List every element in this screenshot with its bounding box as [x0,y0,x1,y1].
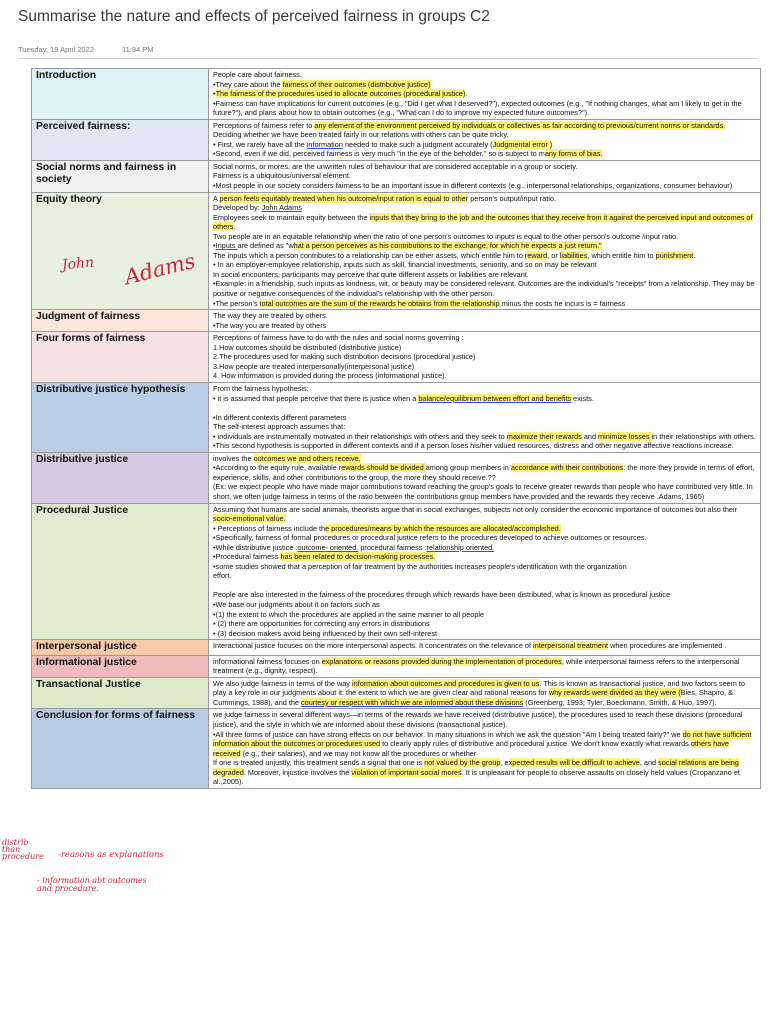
text-run: Bies, Shapiro, & Cummings, 1988), and the [213,688,733,707]
body-line [213,352,756,362]
table-row [32,382,761,452]
body-line [213,413,756,423]
table-row [32,332,761,383]
row-body [209,310,761,332]
body-line [213,403,756,413]
highlighted-text: explanations or reasons provided during the implementation of procedures [321,656,562,666]
body-line [213,610,756,620]
text-run: • individuals are instrumentally motivated in their relationships with others and they seek to [213,431,507,441]
text-run: exists. [571,393,594,403]
text-run: (Greenberg, 1993; Tyler, Boeckmann, Smith, & Huo, 1997). [523,697,717,707]
text-run: From the fairness hypothesis: [213,383,309,393]
body-line [213,552,756,562]
page-date: Tuesday, 19 April 2022 [18,45,94,54]
body-line [213,505,756,524]
text-run: If one is treated unjustly, this treatment sends a signal that one is [213,758,425,768]
text-run: •All three forms of justice can have strong effects on our behavior. In many situations in which we ask the question "Am I being treated fairly?" we [213,729,683,739]
row-heading: Four forms of fairness [32,332,209,383]
body-line [213,384,756,394]
body-line [213,394,756,404]
highlighted-text: ewards should be divided [341,463,426,473]
table-row [32,640,761,656]
highlighted-text: has been related to decision-making processes. [280,552,435,562]
text-run: •Fairness can have implications for current outcomes (e.g., "Did I get what I deserved?"), expected outcomes (e.g., "If nothing changes, what am I likely to get in the future?"), and plans about how to obtain outcomes (e.g., "What can I do to improve my expected future outcomes?"). [213,98,742,118]
text-run: , while interpersonal fairness refers to the interpersonal treatment (e.g., dignity, respect). [213,656,740,676]
highlighted-text: maximize their rewards [506,431,582,441]
text-run: Perceptions of fairness refer to [213,120,315,130]
highlighted-text: John Adams [261,203,302,213]
table-row [32,709,761,788]
highlighted-text: violation of important social mores [351,767,462,777]
row-body [209,382,761,452]
body-line [213,524,756,534]
body-line [213,213,756,232]
text-run: to clearly apply rules of distributive and procedural justice. We don't know exactly what rewards [380,739,691,749]
body-line [213,482,756,501]
body-line [213,629,756,639]
row-heading: Introduction [32,69,209,120]
text-run: we judge fairness in several different ways—in terms of the rewards we have received (distributive justice), the procedures used to reach these divisions (procedural justice), and the style in which we are informed about these divisions (transactional justice). [213,710,743,729]
text-run: in their relationships with others. [651,431,756,441]
text-run: • First, we rarely have all the [213,139,307,149]
body-line [213,299,756,309]
text-run: 2.The procedures used for making such distribution decisions (procedural justice) [213,352,476,362]
text-run: : the more they provide in terms of effort, experience, skills, and other contributions to the group, the more they should receive.?? [213,463,755,482]
row-heading: Conclusion for forms of fairness [32,709,209,788]
text-run: , or [547,250,560,260]
text-run: 3.How people are treated interpersonally(interpersonal justice) [213,361,415,371]
text-run: •This second hypothesis is supported in different contexts and if a person loses his/her valued resources, distress and other negative affective reactions increase. [213,441,734,451]
highlighted-text: outcome- oriented. [297,542,359,552]
row-body [209,160,761,192]
handwritten-info-note: - information abt outcomes and procedure. [37,876,147,893]
table-row [32,69,761,120]
highlighted-text: others have received [213,739,729,758]
row-body [209,119,761,160]
text-run: •Specifically, fairness of formal procedures or procedural justice refers to the procedures developed to achieve outcomes or resources. [213,533,647,543]
table-row [32,452,761,503]
text-run: needed to make such a judgment accurately ( [342,139,493,149]
body-line [213,657,756,676]
body-line [213,279,756,298]
text-run: •In different contexts different parameters [213,412,347,422]
highlighted-text: any element of the environment perceived by individuals or collectives as fair according to previous/current norms or standards. [314,120,726,130]
highlighted-text: relationship oriented. [426,542,495,552]
text-run: •The way you are treated by others [213,320,327,330]
text-run: • [213,241,216,251]
highlighted-text: interpersonal treatment [533,641,609,651]
text-run: •We base our judgments about it on factors such as [213,599,380,609]
text-run: Interactional justice focuses on the more interpersonal aspects. It concentrates on the relevance of [213,641,534,651]
row-heading: Procedural Justice [32,503,209,640]
row-body [209,709,761,788]
highlighted-text: information [306,139,343,149]
highlighted-text: xpected results will be difficult to achieve [508,758,640,768]
body-line [213,454,756,464]
text-run: involves the [213,453,254,463]
page-title: Summarise the nature and effects of perceived fairness in groups C2 [18,8,490,25]
body-line [213,543,756,553]
row-body [209,332,761,383]
text-run: and [581,431,599,441]
row-heading: Judgment of fairness [32,310,209,332]
text-run: Two people are in an equitable relationship when the ratio of one person's outcomes to inputs is equal to the other person's outcome /input ratio. [213,231,679,241]
text-run: . This is known as transactional justice, and two factors seem to play a key role in our judgments about it: the extent to which we are given clear and rational reasons for [213,678,745,698]
body-line [213,679,756,708]
table-row [32,160,761,192]
body-line [213,162,756,172]
title-divider [18,58,758,59]
text-run: , and [639,758,659,768]
text-run: effort. [213,571,232,581]
text-run: , which entitle him to [587,250,656,260]
row-body [209,503,761,640]
body-line [213,533,756,543]
text-run: Employees seek to maintain equity between the [213,212,370,222]
highlighted-text: The fairness of the procedures used to allocate outcomes (procedural justice) [215,89,466,99]
highlighted-text: information about outcomes and procedures is given to us [351,678,540,688]
body-line [213,463,756,482]
table-row [32,119,761,160]
text-run: Perceptions of fairness have to do with the rules and social norms governing : [213,333,464,343]
row-body [209,69,761,120]
body-line [213,311,756,321]
table-row [32,655,761,677]
highlighted-text: Judgmental error ) [492,139,553,149]
text-run: . Moreover, injustice involves the [243,767,352,777]
highlighted-text: balance/equilibrium between effort and benefits [418,393,572,403]
text-run: • [213,89,216,99]
page-meta [18,45,180,54]
text-run: . [465,89,468,99]
body-line [213,140,756,150]
body-line [213,321,756,331]
text-run: (e.g., their salaries), and we may not know all the procedures or whether [240,748,477,758]
text-run: . It is unpleasant for people to observe assaults on closely held values (Cropanzano et al.,2005). [213,767,740,787]
text-run: The way they are treated by others. [213,311,328,321]
text-run: •some studies showed that a perception of fair treatment by the authorities increases people's identification with the organization [213,561,627,571]
text-run: among group members in [425,463,511,473]
handwritten-john: John [61,254,95,274]
highlighted-text: not valued by the group [424,758,501,768]
body-line [213,422,756,432]
body-line [213,441,756,451]
body-line [213,581,756,591]
row-body [209,655,761,677]
text-run: A [213,193,220,203]
text-run: minus the costs he incurs is = fairness [499,298,626,308]
text-run: The inputs which a person contributes to a relationship can be either assets, which entitle him to [213,250,525,260]
body-line [213,241,756,251]
page-time: 11:34 PM [121,45,154,54]
highlighted-text: liabilities [559,250,588,260]
row-body [209,452,761,503]
body-line [213,270,756,280]
body-line [213,333,756,343]
text-run: 1.How outcomes should be distributed (distributive justice) [213,342,402,352]
body-line [213,194,756,204]
highlighted-text: accordance with their contributions [510,463,624,473]
body-line [213,80,756,90]
text-run: are defined as "w [237,241,294,251]
text-run: The self-interest approach assumes that: [213,422,346,432]
text-run: • (2) there are opportunities for correcting any errors in distributions [213,619,430,629]
text-run: •Most people in our society considers fairness to be an important issue in different contexts (e.g., interpersonal relationships, organizations, consumer behaviour) [213,181,733,191]
body-line [213,619,756,629]
text-run: •Procedural fairness [213,552,281,562]
text-run: •While distributive justice : [213,542,298,552]
text-run: , e [500,758,509,768]
text-run: People are also interested in the fairness of the procedures through which rewards have been distributed, what is known as procedural justice [213,590,671,600]
body-line [213,362,756,372]
text-run: when procedures are implemented . [608,641,727,651]
row-heading: Distributive justice [32,452,209,503]
row-heading: Social norms and fairness in society [32,160,209,192]
text-run: •The person's [213,298,260,308]
body-line [213,600,756,610]
row-heading: Equity theory [32,192,209,310]
text-run: Developed by: [213,203,262,213]
body-line [213,730,756,759]
table-row [32,310,761,332]
body-line [213,149,756,159]
row-heading: Informational justice [32,655,209,677]
text-run: . [693,250,696,260]
body-line [213,343,756,353]
row-heading: Perceived fairness: [32,119,209,160]
highlighted-text: outcomes we and others receive. [253,453,361,463]
text-run: person's output/input ratio. [468,193,556,203]
text-run: We also judge fairness in terms of the way [213,678,352,688]
text-run: • (3) decision makers avoid being influenced by their own self-interest [213,628,438,638]
text-run: • In an employer-employee relationship, inputs such as skill, financial investments, seniority, and so on may be relevant [213,260,597,270]
text-run: •They care about the [213,79,283,89]
row-heading: Distributive justice hypothesis [32,382,209,452]
body-line [213,758,756,787]
text-run: •Second, even if we did, perceived fairness is very much "in the eye of the beholder," so is subject to m [213,149,545,159]
text-run: •(1) the extent to which the procedures are applied in the same manner to all people [213,609,485,619]
text-run: Fairness is a ubiquitous/universal element. [213,171,351,181]
highlighted-text: Inputs [215,241,238,251]
body-line [213,70,756,80]
highlighted-text: other [451,193,469,203]
highlighted-text: why rewards were divided as they were ( [548,688,681,698]
highlighted-text: reward [524,250,548,260]
highlighted-text: fairness of their outcomes (distributive justice) [282,79,431,89]
table-row [32,192,761,310]
text-run: • Perceptions of fairness include th [213,523,326,533]
highlighted-text: person feels equitably treated when his outcome/input ration is equal to [219,193,450,203]
table-row [32,503,761,640]
body-line [213,181,756,191]
notes-table [31,68,761,789]
row-heading: Interpersonal justice [32,640,209,656]
highlighted-text: courtesy or respect with which we are informed about these divisions [301,697,524,707]
text-run: •According to the equity rule, available r [213,463,342,473]
highlighted-text: socio-emotional value. [213,514,286,524]
text-run: People care about fairness. [213,70,302,79]
row-body [209,640,761,656]
body-line [213,432,756,442]
body-line [213,251,756,261]
highlighted-text: minimize losses [598,431,652,441]
body-line [213,171,756,181]
text-run: In social encounters, participants may perceive that quite different assets or liabilities are relevant. [213,269,529,279]
handwritten-margin-note: distrib than procedure [2,838,44,861]
body-line [213,232,756,242]
text-run: informational fairness focuses on [213,656,322,666]
highlighted-text: hat a person perceives as his contributions to the exchange, for which he expects a just return." [293,241,602,251]
body-line [213,371,756,381]
handwritten-reasons-note: -reasons as explanations [58,850,164,860]
body-line [213,710,756,729]
text-run: •Example: in a friendship, such inputs as kindness, wit, or beauty may be considered relevant. Outcomes are the individual's "receipts" from a relationship. They may be positive or negative consequences of the individual's relationship with the other person. [213,279,755,299]
highlighted-text: total outcomes are the sum of the rewards he obtains from the relationship [259,298,500,308]
row-heading: Transactional Justice [32,677,209,709]
text-run: Assuming that humans are social animals, theorists argue that in social exchanges, subjects not only consider the economic importance of outcomes but also their [213,504,738,514]
highlighted-text: punishment [655,250,694,260]
highlighted-text: do not have sufficient information about the outcomes or procedures used [213,729,752,749]
body-line [213,121,756,131]
body-line [213,562,756,572]
body-line [213,260,756,270]
text-run: . [233,222,236,232]
handwritten-adams: Adams [122,248,198,290]
highlighted-text: inputs that they bring to the job and the outcomes that they receive from it against the perceived input and outcomes of others [213,212,753,232]
text-run: procedural fairness : [358,542,427,552]
body-line [213,99,756,118]
body-line [213,130,756,140]
row-body [209,192,761,310]
text-run: • it is assumed that people perceive that there is justice when a [213,393,419,403]
body-line [213,590,756,600]
text-run: Social norms, or mores, are the unwritten rules of behaviour that are considered acceptable in a group or society. [213,161,578,171]
text-run: (Ex: we expect people who have made major contributions toward reaching the group's goals to receive greater rewards than people who have contributed very little. In short, we often judge fairness in terms of the ratio between the contributions group members have provided and the rewards they receive .Adams, 1965) [213,482,753,501]
highlighted-text: social relations are being degraded [213,758,739,777]
row-body [209,677,761,709]
body-line [213,571,756,581]
table-row [32,677,761,709]
text-run: Deciding whether we have been treated fairly in our relations with others can be quite tricky. [213,130,509,140]
highlighted-text: any forms of bias. [544,149,603,159]
highlighted-text: e procedures/means by which the resources are allocated/accomplished. [325,523,561,533]
body-line [213,89,756,99]
body-line [213,641,756,651]
body-line [213,203,756,213]
text-run: 4. How information is provided during the process (informational justice). [213,371,447,381]
